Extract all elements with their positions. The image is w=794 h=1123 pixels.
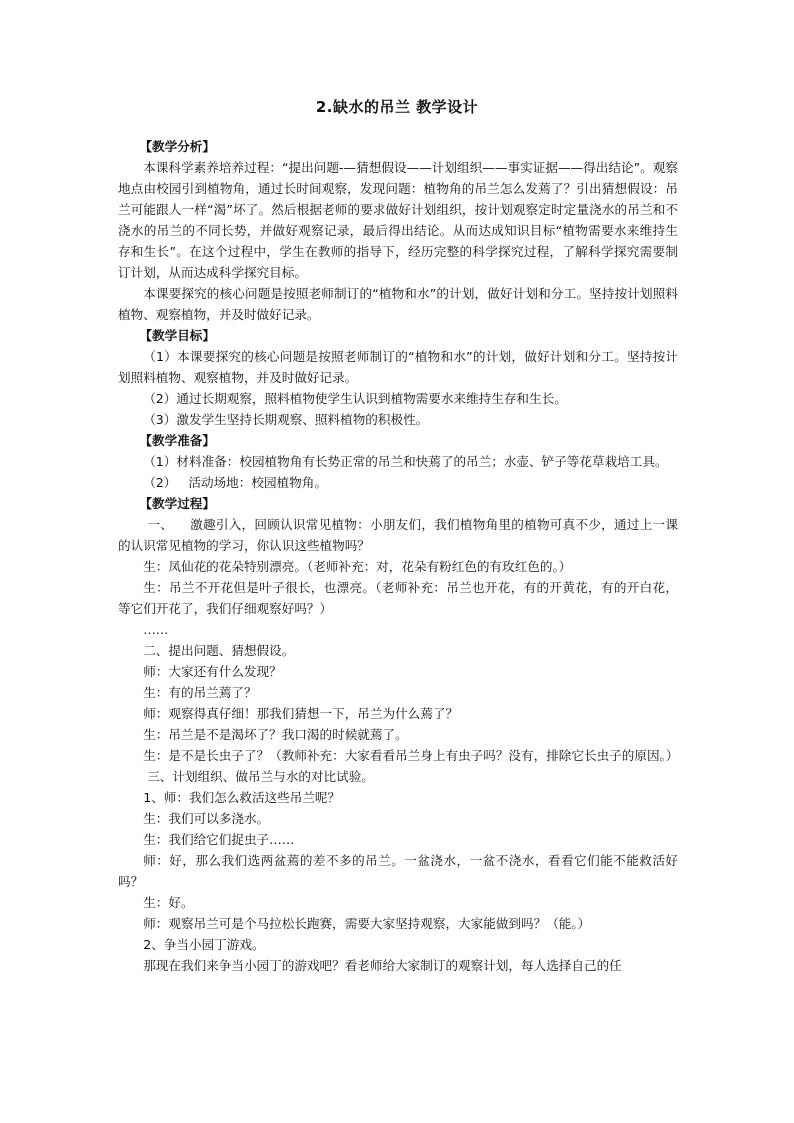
paragraph: ……	[143, 622, 169, 637]
paragraph: 二、提出问题、猜想假设。	[143, 643, 295, 658]
paragraph: 生：吊兰是不是渴坏了？我口渴的时候就蔫了。	[143, 727, 408, 742]
paragraph: （1）本课要探究的核心问题是按照老师制订的“植物和水”的计划，做好计划和分工。坚持按计划照料植物、观察植物，并及时做好记录。	[118, 349, 678, 385]
paragraph: 2、争当小园丁游戏。	[143, 937, 265, 952]
paragraph: 师：好，那么我们选两盆蔫的差不多的吊兰。一盆浇水，一盆不浇水，看看它们能不能救活好吗？	[118, 853, 678, 889]
paragraph: 生：有的吊兰蔫了？	[143, 685, 257, 700]
paragraph: 生：我们可以多浇水。	[143, 811, 270, 826]
section-heading: 【教学准备】	[139, 433, 215, 448]
paragraph: 一、 激趣引入，回顾认识常见植物：小朋友们，我们植物角里的植物可真不少，通过上一课的认识常见植物的学习，你认识这些植物吗？	[118, 517, 678, 553]
document-body	[118, 136, 678, 976]
paragraph: 师：观察吊兰可是个马拉松长跑赛，需要大家坚持观察，大家能做到吗？（能。）	[143, 916, 591, 931]
paragraph: （2）通过长期观察，照料植物使学生认识到植物需要水来维持生存和生长。	[143, 391, 567, 406]
paragraph: 师：大家还有什么发现？	[143, 664, 282, 679]
document-title: 2.缺水的吊兰 教学设计	[315, 98, 479, 116]
section-heading: 【教学过程】	[139, 496, 215, 511]
paragraph: 师：观察得真仔细！那我们猜想一下，吊兰为什么蔫了？	[143, 706, 459, 721]
paragraph: 那现在我们来争当小园丁的游戏吧？看老师给大家制订的观察计划，每人选择自己的任	[143, 958, 622, 973]
paragraph: 生：我们给它们捉虫子……	[143, 832, 295, 847]
paragraph: 生：凤仙花的花朵特别漂亮。（老师补充：对，花朵有粉红色的有玫红色的。）	[143, 559, 572, 574]
section-heading: 【教学目标】	[139, 328, 215, 343]
paragraph: 生：吊兰不开花但是叶子很长，也漂亮。（老师补充：吊兰也开花，有的开黄花，有的开白花，等它们开花了，我们仔细观察好吗？）	[118, 580, 678, 616]
paragraph: 三、计划组织、做吊兰与水的对比试验。	[143, 769, 374, 784]
paragraph: 本课科学素养培养过程：“提出问题-—猜想假设——计划组织——事实证据——得出结论”。观察地点由校园引到植物角，通过长时间观察，发现问题：植物角的吊兰怎么发蔫了？引出猜想假设：吊兰可能跟人一样“渴”坏了。然后根据老师的要求做好计划组织，按计划观察定时定量浇水的吊兰和不浇水的吊兰的不同长势，并做好观察记录，最后得出结论。从而达成知识目标“植物需要水来维持生存和生长”。在这个过程中，学生在教师的指导下，经历完整的科学探究过程，了解科学探究需要制订计划，从而达成科学探究目标。	[118, 160, 678, 280]
paragraph: 1、师：我们怎么救活这些吊兰呢？	[143, 790, 341, 805]
paragraph: （1）材料准备：校园植物角有长势正常的吊兰和快蔫了的吊兰；水壶、铲子等花草栽培工具。	[143, 454, 668, 469]
paragraph: （3）激发学生坚持长期观察、照料植物的积极性。	[143, 412, 429, 427]
section-heading: 【教学分析】	[139, 139, 215, 154]
paragraph: 本课要探究的核心问题是按照老师制订的“植物和水”的计划，做好计划和分工。坚持按计划照料植物、观察植物，并及时做好记录。	[118, 286, 678, 322]
paragraph: 生：是不是长虫子了？（教师补充：大家看看吊兰身上有虫子吗？没有，排除它长虫子的原因。）	[143, 748, 679, 763]
paragraph: 生：好。	[143, 895, 194, 910]
paragraph: （2） 活动场地：校园植物角。	[143, 475, 327, 490]
